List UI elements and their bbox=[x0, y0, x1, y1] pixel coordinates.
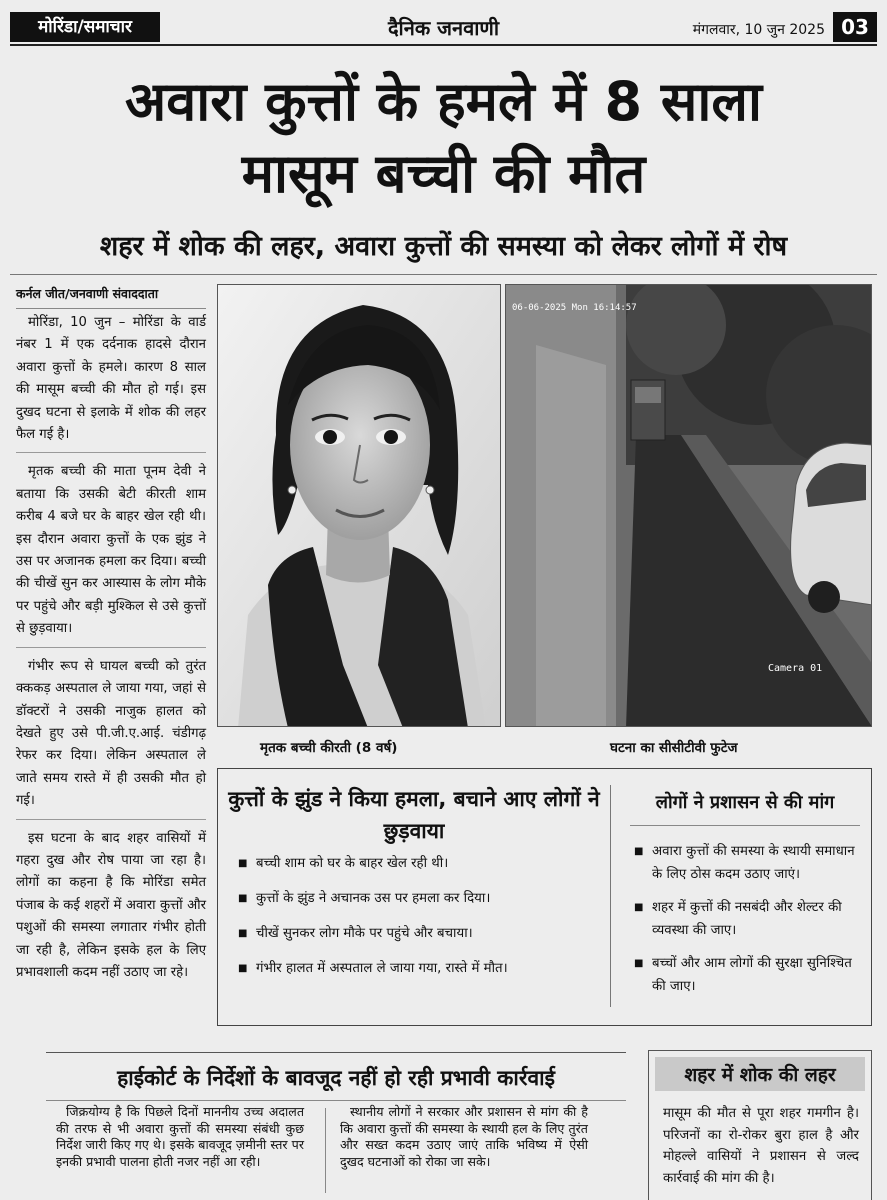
list-item: ■ बच्चों और आम लोगों की सुरक्षा सुनिश्चित की जाए। bbox=[634, 952, 866, 998]
list-item: ■ गंभीर हालत में अस्पताल ले जाया गया, रास्ते में मौत। bbox=[238, 960, 602, 978]
portrait-illustration bbox=[218, 285, 501, 727]
paper-name: दैनिक जनवाणी bbox=[387, 16, 500, 40]
bottom-story-column-1: जिक्रयोग्य है कि पिछले दिनों माननीय उच्च अदालत की तरफ से भी अवारा कुत्तों की समस्या संबंधी कुछ निर्देश जारी किए गए थे। इसके बावजूद ज़मीनी स्तर पर इनकी प्रभावी पालना होती नजर नहीं आ रही। bbox=[56, 1104, 304, 1169]
section-tag: मोरिंडा/समाचार bbox=[10, 12, 160, 42]
bottom-story-title: हाईकोर्ट के निर्देशों के बावजूद नहीं हो रही प्रभावी कार्रवाई bbox=[117, 1066, 555, 1090]
demands-title: लोगों ने प्रशासन से की मांग bbox=[630, 769, 860, 826]
side-box-title: शहर में शोक की लहर bbox=[655, 1057, 865, 1091]
side-box bbox=[648, 1050, 872, 1200]
fact-list bbox=[218, 847, 610, 978]
fact-box-title: कुत्तों के झुंड ने किया हमला, बचाने आए लोगों ने छुड़वाया bbox=[228, 787, 600, 843]
list-item: ■ कुत्तों के झुंड ने अचानक उस पर हमला कर दिया। bbox=[238, 890, 602, 908]
demands-box bbox=[620, 769, 870, 1025]
attack-summary bbox=[218, 769, 610, 1025]
article-paragraph: इस घटना के बाद शहर वासियों में गहरा दुख और रोष पाया जा रहा है। लोगों का कहना है कि मोरिंडा समेत पंजाब के कई शहरों में अवारा कुत्तों और पशुओं की समस्या लगातार गंभीर होती जा रही है, लेकिन इसके हल के लिए प्रभावशाली कदम नहीं उठाए जा रहे। bbox=[16, 830, 206, 980]
divider bbox=[10, 274, 877, 275]
headline bbox=[20, 66, 867, 210]
divider bbox=[325, 1108, 326, 1193]
cctv-timestamp: 06-06-2025 Mon 16:14:57 bbox=[512, 303, 637, 313]
article-paragraph: मोरिंडा, 10 जुन – मोरिंडा के वार्ड नंबर 1 में एक दर्दनाक हादसे दौरान अवारा कुत्तों के हमले। कारण 8 साल की मासूम बच्ची की मौत हो गई। इस दुखद घटना से इलाके में शोक की लहर फैल गई है। bbox=[16, 312, 206, 453]
list-item: ■ बच्ची शाम को घर के बाहर खेल रही थी। bbox=[238, 855, 602, 873]
side-box-text: मासूम की मौत से पूरा शहर गमगीन है। परिजनों का रो-रोकर बुरा हाल है और मोहल्ले वासियों ने प्रशासन से जल्द कार्रवाई की मांग की है। bbox=[663, 1106, 859, 1186]
page-number: 03 bbox=[833, 12, 877, 42]
cctv-camera-label: Camera 01 bbox=[768, 663, 823, 674]
headline-line-1: अवारा कुत्तों के हमले में 8 साला bbox=[125, 70, 762, 133]
list-item: ■ चीखें सुनकर लोग मौके पर पहुंचे और बचाया। bbox=[238, 925, 602, 943]
demands-list bbox=[620, 826, 870, 998]
article-paragraph: गंभीर रूप से घायल बच्ची को तुरंत क्ककड़ अस्पताल ले जाया गया, जहां से डॉक्टरों ने उसकी नाजुक हालत को देखते हुए उसे पी.जी.ए.आई. चंडीगढ़ रेफर कर दिया। लेकिन अस्पताल ले जाते समय रास्ते में ही उसकी मौत हो गई। bbox=[16, 656, 206, 820]
list-item: ■ अवारा कुत्तों की समस्या के स्थायी समाधान के लिए ठोस कदम उठाए जाएं। bbox=[634, 840, 866, 886]
list-item: ■ शहर में कुत्तों की नसबंदी और शेल्टर की व्यवस्था की जाए। bbox=[634, 896, 866, 942]
date-line: मंगलवार, 10 जुन 2025 bbox=[692, 22, 825, 38]
photo-caption-left: मृतक बच्ची कीरती (8 वर्ष) bbox=[260, 740, 398, 756]
article-column bbox=[16, 312, 206, 998]
fact-box bbox=[217, 768, 872, 1026]
photo-caption-right: घटना का सीसीटीवी फुटेज bbox=[610, 740, 738, 756]
cctv-illustration bbox=[506, 285, 872, 727]
divider bbox=[46, 1052, 626, 1053]
bottom-story-column-2: स्थानीय लोगों ने सरकार और प्रशासन से मांग की है कि अवारा कुत्तों की समस्या के स्थायी हल के लिए तुरंत और सख्त कदम उठाए जाएं ताकि भविष्य में ऐसी दुखद घटनाओं को रोका जा सके। bbox=[340, 1104, 588, 1169]
masthead bbox=[10, 10, 877, 46]
headline-line-2: मासूम बच्ची की मौत bbox=[241, 142, 646, 205]
cctv-photo bbox=[505, 284, 872, 727]
byline: कर्नल जीत/जनवाणी संवाददाता bbox=[16, 285, 206, 309]
divider bbox=[610, 785, 611, 1007]
victim-photo bbox=[217, 284, 501, 727]
subheadline: शहर में शोक की लहर, अवारा कुत्तों की समस्या को लेकर लोगों में रोष bbox=[99, 231, 788, 262]
divider bbox=[46, 1100, 626, 1101]
article-paragraph: मृतक बच्ची की माता पूनम देवी ने बताया कि उसकी बेटी कीरती शाम करीब 4 बजे घर के बाहर खेल रही थी। इस दौरान अवारा कुत्तों के एक झुंड ने उस पर अजानक हमला कर दिया। बच्ची की चीखें सुन कर आस्यास के लोग मौके पर पहुंचे और बड़ी मुश्किल से उसे कुत्तों से छुड़वाया। bbox=[16, 461, 206, 647]
